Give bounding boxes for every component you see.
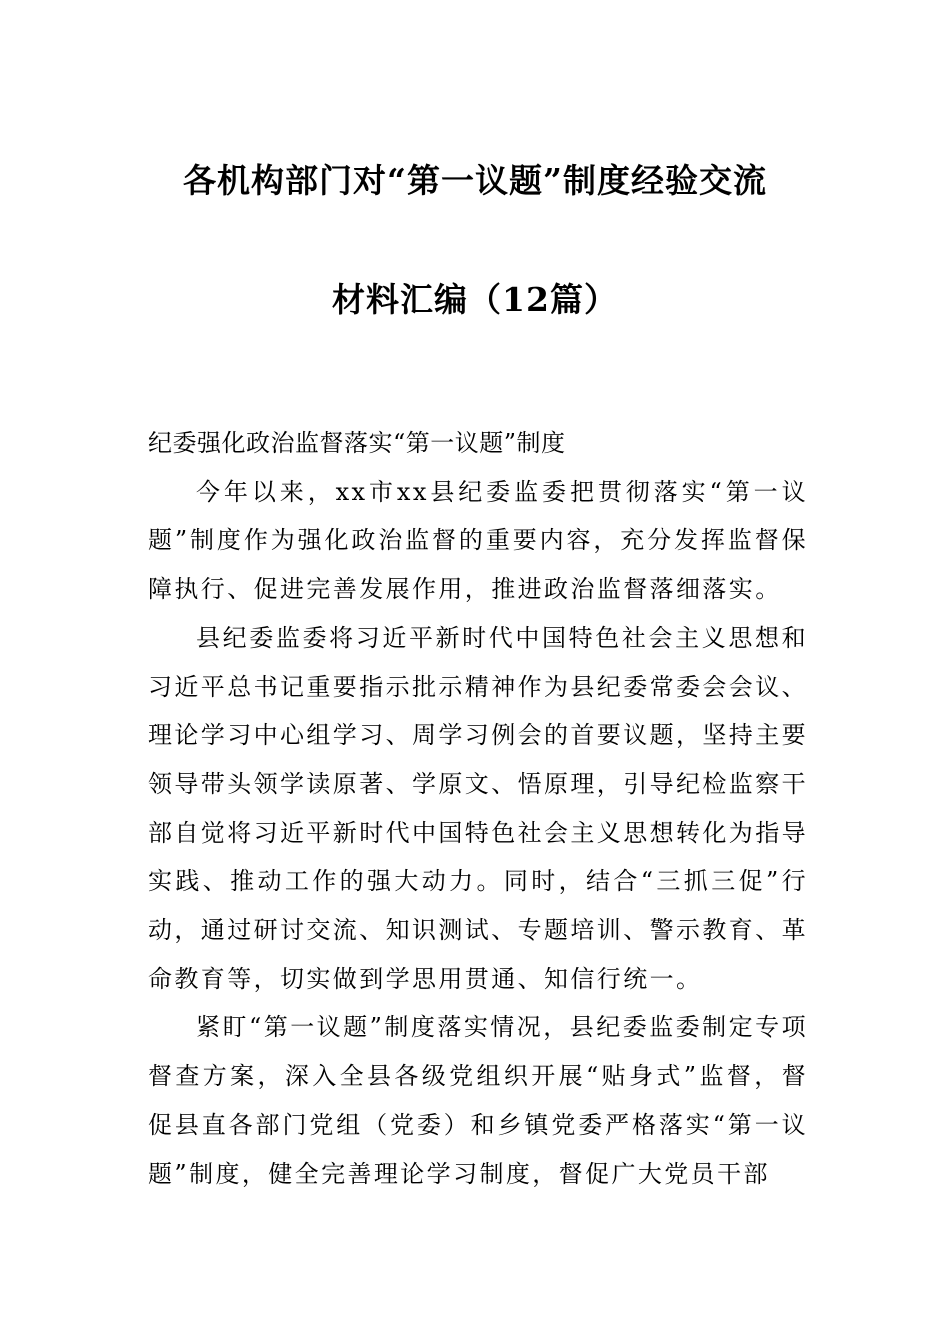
paragraph-1: 今年以来，xx市xx县纪委监委把贯彻落实“第一议题”制度作为强化政治监督的重要内容，充分发挥监督保障执行、促进完善发展作用，推进政治监督落细落实。 (148, 477, 808, 604)
paragraph-2: 县纪委监委将习近平新时代中国特色社会主义思想和习近平总书记重要指示批示精神作为县纪委常委会会议、理论学习中心组学习、周学习例会的首要议题，坚持主要领导带头领学读原著、学原文、悟原理，引导纪检监察干部自觉将习近平新时代中国特色社会主义思想转化为指导实践、推动工作的强大动力。同时，结合“三抓三促”行动，通过研讨交流、知识测试、专题培训、警示教育、革命教育等，切实做到学思用贯通、知信行统一。 (148, 623, 808, 993)
paragraph-3: 紧盯“第一议题”制度落实情况，县纪委监委制定专项督查方案，深入全县各级党组织开展“贴身式”监督，督促县直各部门党组（党委）和乡镇党委严格落实“第一议题”制度，健全完善理论学习制度，督促广大党员干部 (148, 1013, 808, 1188)
section-heading: 纪委强化政治监督落实“第一议题”制度 (148, 429, 566, 457)
document-body (148, 419, 808, 1198)
document-title-line-2: 材料汇编（12篇） (332, 280, 618, 319)
document-title-line-1: 各机构部门对“第一议题”制度经验交流 (183, 161, 767, 200)
